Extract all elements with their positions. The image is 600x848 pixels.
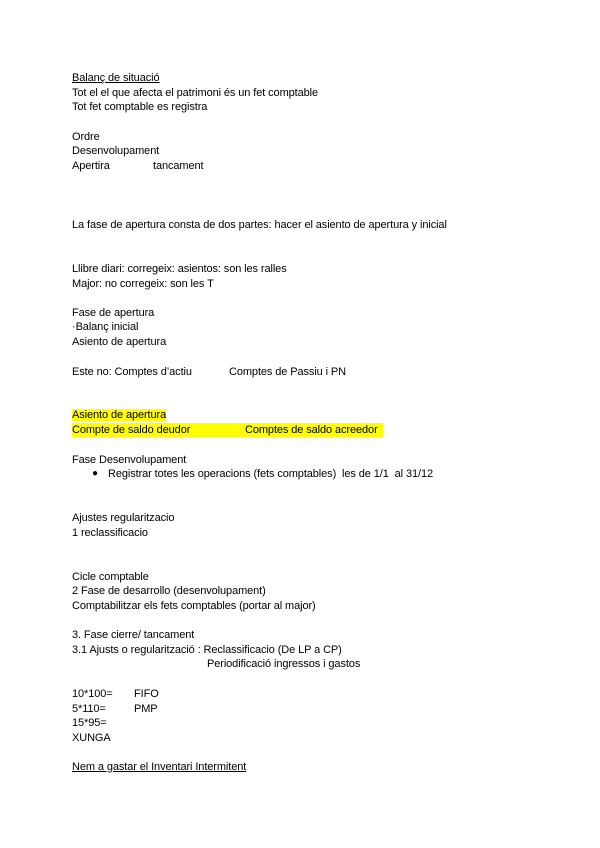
text-line: Ordre (72, 131, 100, 143)
footer-heading: Nem a gastar el Inventari Intermitent (72, 761, 247, 773)
calc-line: 10*100= (72, 688, 113, 700)
highlighted-line (72, 408, 166, 422)
calc-method: PMP (134, 703, 158, 715)
document-heading: Balanç de situació (72, 72, 160, 84)
text-line: La fase de apertura consta de dos partes: hacer el asiento de apertura y inicial (72, 219, 447, 231)
calc-method: FIFO (134, 688, 159, 700)
text-line: 3. Fase cierre/ tancament (72, 629, 195, 641)
bullet-icon: ● (92, 468, 99, 479)
text-line: Cicle comptable (72, 571, 149, 583)
text-line: Comptes de Passiu i PN (229, 366, 347, 378)
text-line: Llibre diari: corregeix: asientos: son les ralles (72, 263, 287, 275)
bullet-item: Registrar totes les operacions (fets comptables) les de 1/1 al 31/12 (108, 468, 434, 480)
text-line: 2 Fase de desarrollo (desenvolupament) (72, 585, 266, 597)
text-line: Apertira (72, 160, 110, 172)
text-line: Fase de apertura (72, 307, 155, 319)
text-line: XUNGA (72, 732, 111, 744)
text-line: Fase Desenvolupament (72, 454, 187, 466)
text-line: 1 reclassificacio (72, 527, 148, 539)
text-line: Periodificació ingressos i gastos (207, 658, 361, 670)
text-line: tancament (153, 160, 204, 172)
calc-line: 15*95= (72, 717, 107, 729)
text-line: Asiento de apertura (72, 336, 167, 348)
text-line: Tot fet comptable es registra (72, 101, 208, 113)
text-line: ·Balanç inicial (72, 321, 139, 333)
calc-line: 5*110= (72, 703, 106, 715)
highlight-deudor: Compte de saldo deudor (72, 424, 191, 436)
text-line: Major: no corregeix: son les T (72, 278, 214, 290)
text-line: 3.1 Ajusts o regularització : Reclassificacio (De LP a CP) (72, 644, 342, 656)
text-line: Ajustes regularitzacio (72, 512, 175, 524)
highlight-acreedor: Comptes de saldo acreedor (245, 424, 378, 436)
highlight-title: Asiento de apertura (72, 409, 167, 421)
text-line: Este no: Comptes d’actiu (72, 366, 192, 378)
text-line: Desenvolupament (72, 145, 160, 157)
text-line: Tot el el que afecta el patrimoni és un fet comptable (72, 87, 319, 99)
text-line: Comptabilitzar els fets comptables (portar al major) (72, 600, 316, 612)
